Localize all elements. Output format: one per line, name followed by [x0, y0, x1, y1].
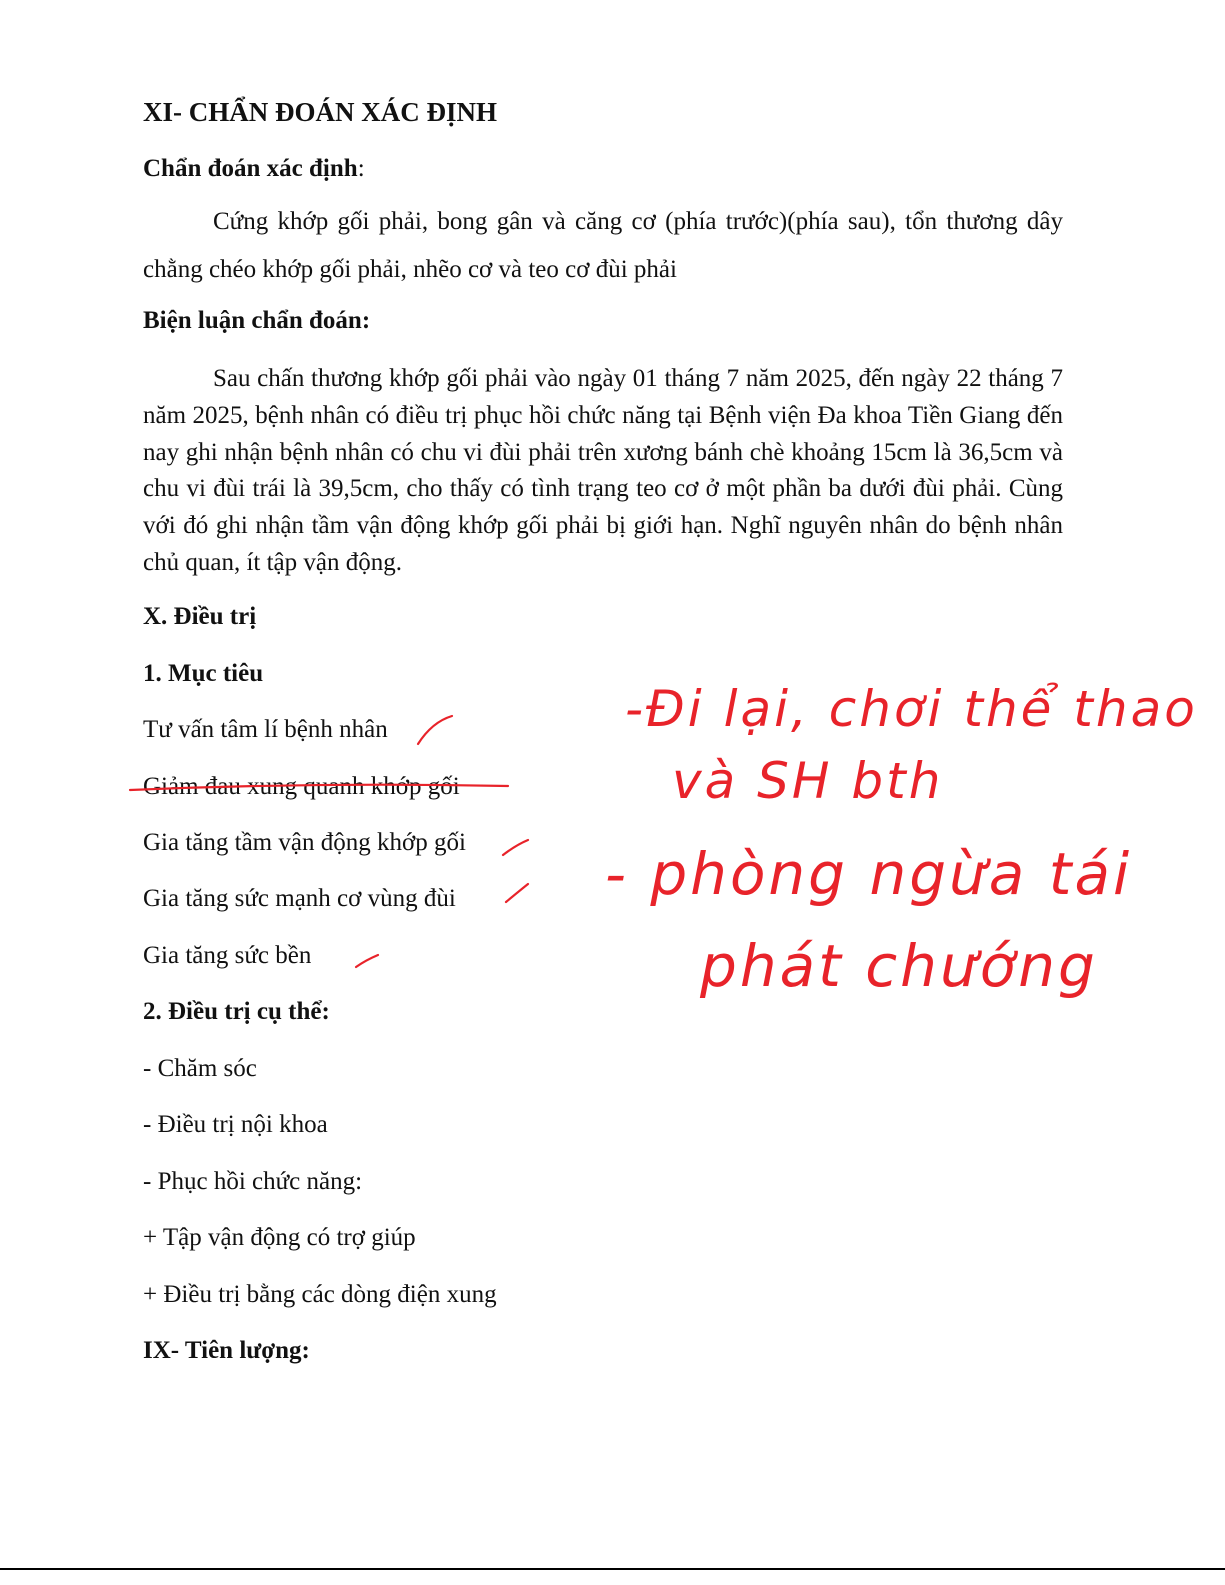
handwritten-note: - phòng ngừa tái [605, 840, 1133, 908]
treatment-item: - Điều trị nội khoa [143, 1111, 328, 1138]
checkmark-icon [356, 955, 378, 967]
treatment-item: + Điều trị bằng các dòng điện xung [143, 1281, 497, 1308]
treatment-item: + Tập vận động có trợ giúp [143, 1224, 416, 1251]
checkmark-icon [418, 716, 452, 744]
specific-treatment-heading: 2. Điều trị cụ thể: [143, 998, 330, 1025]
treatment-item: - Chăm sóc [143, 1055, 257, 1082]
handwritten-note: phát chướng [700, 932, 1098, 1000]
definitive-diagnosis-text: Cứng khớp gối phải, bong gân và căng cơ (phía trước)(phía sau), tổn thương dây chằng chéo khớp gối phải, nhẽo cơ và teo cơ đùi phải [143, 208, 1063, 283]
definitive-diagnosis-colon: : [357, 155, 365, 182]
goal-item-struck: Giảm đau xung quanh khớp gối [143, 773, 460, 800]
checkmark-icon [506, 884, 528, 902]
goal-item: Gia tăng tầm vận động khớp gối [143, 829, 466, 856]
handwritten-note: và SH bth [672, 752, 944, 810]
section-ix-heading: IX- Tiên lượng: [143, 1337, 310, 1364]
goals-heading: 1. Mục tiêu [143, 660, 264, 687]
handwritten-note: -Đi lại, chơi thể thao [625, 680, 1198, 738]
page-bottom-rule [0, 1568, 1225, 1570]
goal-item: Tư vấn tâm lí bệnh nhân [143, 716, 388, 743]
diagnostic-argument-text: Sau chấn thương khớp gối phải vào ngày 01 tháng 7 năm 2025, đến ngày 22 tháng 7 năm 2025, bệnh nhân có điều trị phục hồi chức năng tại Bệnh viện Đa khoa Tiền Giang đến nay ghi nhận bệnh nhân có chu vi đùi phải trên xương bánh chè khoảng 15cm là 36,5cm và chu vi đùi trái là 39,5cm, cho thấy có tình trạng teo cơ ở một phần ba dưới đùi phải. Cùng với đó ghi nhận tầm vận động khớp gối phải bị giới hạn. Nghĩ nguyên nhân do bệnh nhân chủ quan, ít tập vận động. [143, 365, 1063, 576]
treatment-item: - Phục hồi chức năng: [143, 1168, 363, 1195]
goal-item: Gia tăng sức mạnh cơ vùng đùi [143, 885, 456, 912]
strikethrough-line [130, 785, 508, 790]
definitive-diagnosis-label: Chẩn đoán xác định [143, 155, 358, 182]
checkmark-icon [503, 840, 528, 855]
goal-item: Gia tăng sức bền [143, 942, 312, 969]
diagnostic-argument-heading: Biện luận chẩn đoán: [143, 307, 371, 334]
section-xi-heading: XI- CHẨN ĐOÁN XÁC ĐỊNH [143, 97, 497, 127]
section-x-heading: X. Điều trị [143, 603, 257, 630]
